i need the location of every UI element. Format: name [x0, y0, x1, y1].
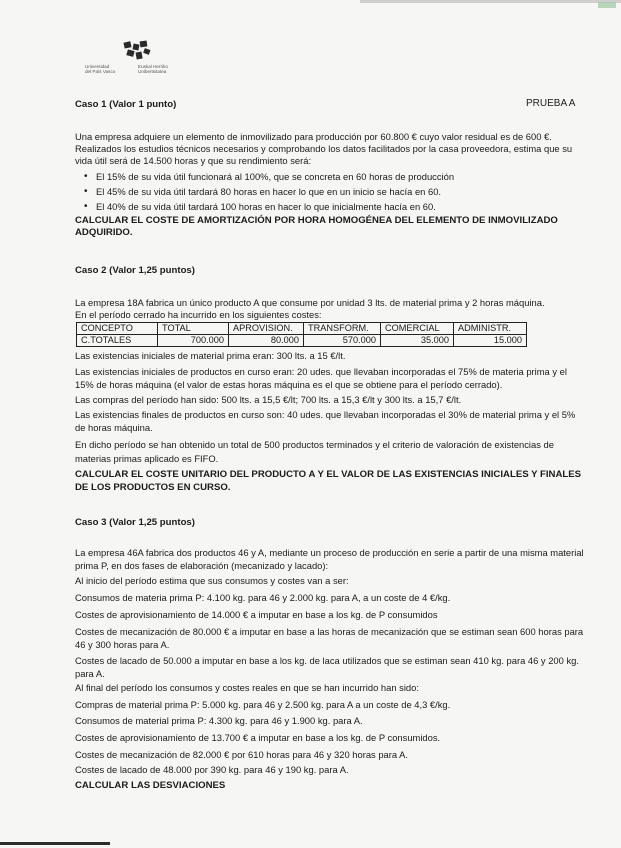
caso2-line: 15% de horas máquina (el valor de estas horas máquina es el que se obtiene para el período cerrado).	[75, 379, 503, 390]
caso3-line: La empresa 46A fabrica dos productos 46 y A, mediante un proceso de producción en serie a partir de una misma material	[75, 547, 584, 558]
caso1-title: Caso 1 (Valor 1 punto)	[75, 99, 177, 110]
caso3-question: CALCULAR LAS DESVIACIONES	[75, 780, 226, 791]
caso3-line: Al final del período los consumos y costes reales en que se han incurrido han sido:	[75, 682, 419, 693]
caso1-line: Una empresa adquiere un elemento de inmovilizado para producción por 60.800 € cuyo valor residual es de 600 €.	[75, 131, 552, 142]
table-header-cell: ADMINISTR.	[454, 323, 527, 335]
costs-table	[76, 322, 527, 347]
caso1-question: CALCULAR EL COSTE DE AMORTIZACIÓN POR HORA HOMOGÉNEA DEL ELEMENTO DE INMOVILIZADO	[75, 215, 558, 226]
caso3-line: Compras de material prima P: 5.000 kg. para 46 y 2.500 kg. para A a un coste de 4,3 €/kg.	[75, 699, 451, 710]
caso3-line: Costes de lacado de 48.000 por 390 kg. para 46 y 190 kg. para A.	[75, 764, 349, 775]
caso3-line: Costes de aprovisionamiento de 14.000 € a imputar en base a los kg. de P consumidos	[75, 609, 438, 620]
caso2-line: Las existencias iniciales de material prima eran: 300 lts. a 15 €/lt.	[75, 350, 346, 361]
exam-label: PRUEBA A	[526, 98, 576, 109]
caso1-question: ADQUIRIDO.	[75, 227, 133, 238]
table-cell: 570.000	[304, 335, 381, 347]
caso1-bullet: • El 45% de su vida útil tardará 80 horas en hacer lo que en un inicio se hacía en 60.	[96, 186, 441, 198]
table-header-cell: TOTAL	[158, 323, 229, 335]
caso3-line: Costes de mecanización de 80.000 € a imputar en base a las horas de mecanización que se estiman sean 600 horas para	[75, 626, 584, 637]
costs-table-row	[77, 335, 527, 347]
table-header-cell: CONCEPTO	[77, 323, 158, 335]
caso3-line: Costes de aprovisionamiento de 13.700 € a imputar en base a los kg. de P consumidos.	[75, 732, 441, 743]
table-header-cell: APROVISION.	[229, 323, 304, 335]
scan-top-edge	[360, 0, 621, 3]
institution-name-left	[85, 64, 115, 75]
caso3-line: Al inicio del período estima que sus consumos y costes van a ser:	[75, 575, 349, 586]
caso3-line: para A.	[75, 668, 105, 679]
institution-right-line: Euskal Herriko	[138, 64, 168, 69]
institution-left-line: del País Vasco	[85, 69, 116, 75]
caso2-line: Las existencias iniciales de productos en curso eran: 20 udes. que llevaban incorporadas el 75% de materia prima y el	[75, 366, 567, 377]
caso1-line: Realizados los estudios técnicos necesarios y comprobando los datos facilitados por la casa proveedora, estima que su	[75, 143, 573, 154]
institution-right-line: Unibertsitatea	[138, 69, 167, 75]
university-logo-icon	[118, 40, 154, 62]
table-cell: 15.000	[454, 335, 527, 347]
caso1-bullet: • El 15% de su vida útil funcionará al 100%, que se concreta en 60 horas de producción	[96, 171, 454, 183]
caso2-line: Las existencias finales de productos en curso son: 40 udes. que llevaban incorporadas el 30% de material prima y el 5%	[75, 409, 576, 420]
institution-left-line: Universidad	[85, 64, 110, 69]
caso3-line: 46 y 300 horas para A.	[75, 639, 170, 650]
scan-color-mark	[598, 2, 616, 8]
table-cell: 80.000	[229, 335, 304, 347]
caso2-intro: La empresa 18A fabrica un único producto A que consume por unidad 3 lts. de material prima y 2 horas máquina.	[75, 297, 545, 308]
caso2-line: Las compras del período han sido: 500 lts. a 15,5 €/lt; 700 lts. a 15,3 €/lt y 300 lts. a 15,7 €/lt.	[75, 394, 462, 405]
table-cell: C.TOTALES	[77, 335, 158, 347]
caso2-intro: En el período cerrado ha incurrido en los siguientes costes:	[75, 309, 322, 320]
caso2-question: DE LOS PRODUCTOS EN CURSO.	[75, 482, 231, 493]
caso1-bullet: • El 40% de su vida útil tardará 100 horas en hacer lo que inicialmente hacía en 60.	[96, 201, 436, 213]
table-cell: 700.000	[158, 335, 229, 347]
caso2-title: Caso 2 (Valor 1,25 puntos)	[75, 265, 195, 276]
caso2-line: En dicho período se han obtenido un total de 500 productos terminados y el criterio de valoración de existencias de	[75, 439, 554, 450]
caso3-title: Caso 3 (Valor 1,25 puntos)	[75, 517, 195, 528]
table-header-cell: TRANSFORM.	[304, 323, 381, 335]
scan-bottom-edge	[0, 842, 110, 845]
costs-table-header-row	[77, 323, 527, 335]
caso2-line: materias primas aplicado es FIFO.	[75, 453, 219, 464]
table-header-cell: COMERCIAL	[381, 323, 454, 335]
caso1-line: vida útil será de 14.500 horas y que su rendimiento será:	[75, 155, 312, 166]
institution-name-right	[138, 64, 168, 75]
caso3-line: Costes de lacado de 50.000 a imputar en base a los kg. de laca utilizados que se estiman sean 410 kg. para 46 y 200 kg.	[75, 655, 579, 666]
caso2-line: de horas máquina.	[75, 422, 153, 433]
caso3-line: Costes de mecanización de 82.000 € por 610 horas para 46 y 320 horas para A.	[75, 749, 409, 760]
table-cell: 35.000	[381, 335, 454, 347]
caso3-line: Consumos de materia prima P: 4.100 kg. para 46 y 2.000 kg. para A, a un coste de 4 €/kg.	[75, 592, 451, 603]
caso3-line: prima P, en dos fases de elaboración (mecanizado y lacado):	[75, 560, 329, 571]
caso2-question: CALCULAR EL COSTE UNITARIO DEL PRODUCTO A Y EL VALOR DE LAS EXISTENCIAS INICIALES Y FINALES	[75, 469, 582, 480]
caso3-line: Consumos de material prima P: 4.300 kg. para 46 y 1.900 kg. para A.	[75, 715, 363, 726]
